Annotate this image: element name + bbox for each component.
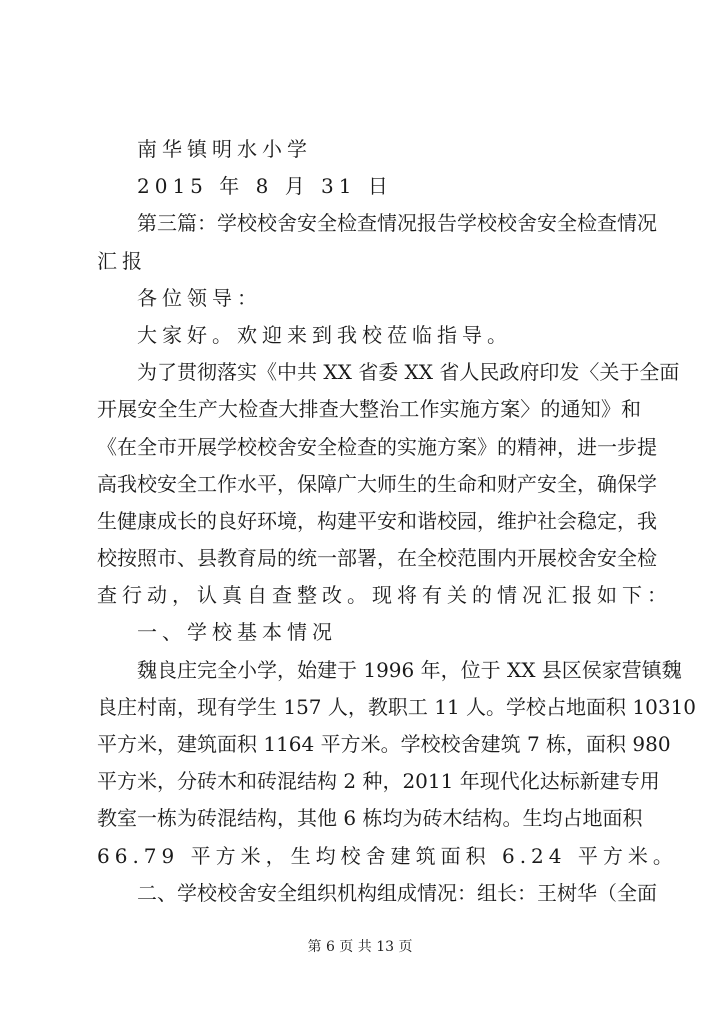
- text-line: 一、学校基本情况: [137, 620, 337, 645]
- text-line: 良庄村南，现有学生 157 人，教职工 11 人。学校占地面积 10310: [97, 694, 697, 719]
- text-line: 生健康成长的良好环境，构建平安和谐校园，维护社会稳定，我: [97, 508, 657, 533]
- text-line: 大家好。欢迎来到我校莅临指导。: [137, 322, 512, 347]
- text-line: 平方米，分砖木和砖混结构 2 种，2011 年现代化达标新建专用: [97, 769, 660, 794]
- text-line: 平方米，建筑面积 1164 平方米。学校校舍建筑 7 栋，面积 980: [97, 732, 671, 756]
- text-line: 开展安全生产大检查大排查大整治工作实施方案〉的通知》和: [97, 397, 641, 422]
- text-line: 高我校安全工作水平，保障广大师生的生命和财产安全，确保学: [97, 471, 657, 496]
- page-footer: 第 6 页 共 13 页: [307, 939, 413, 955]
- text-line: 教室一栋为砖混结构，其他 6 栋均为砖木结构。生均占地面积: [97, 806, 643, 831]
- text-line: 《在全市开展学校校舍安全检查的实施方案》的精神，进一步提: [97, 434, 657, 459]
- document-body: [97, 131, 697, 912]
- text-line: 南华镇明水小学: [137, 137, 312, 161]
- text-line: 2015 年 8 月 31 日: [137, 174, 393, 199]
- text-line: 查行动，认真自查整改。现将有关的情况汇报如下：: [97, 583, 672, 608]
- text-line: 第三篇：学校校舍安全检查情况报告学校校舍安全检查情况: [137, 211, 657, 236]
- text-line: 为了贯彻落实《中共 XX 省委 XX 省人民政府印发〈关于全面: [137, 360, 680, 385]
- text-line: 校按照市、县教育局的统一部署，在全校范围内开展校舍安全检: [97, 546, 657, 571]
- text-line: 各位领导：: [137, 285, 262, 310]
- text-line: 二、学校校舍安全组织机构组成情况：组长：王树华（全面: [137, 880, 657, 905]
- text-line: 66.79 平方米，生均校舍建筑面积 6.24 平方米。: [97, 843, 678, 868]
- text-line: 魏良庄完全小学，始建于 1996 年，位于 XX 县区侯家营镇魏: [137, 657, 682, 682]
- text-line: 汇报: [97, 248, 147, 273]
